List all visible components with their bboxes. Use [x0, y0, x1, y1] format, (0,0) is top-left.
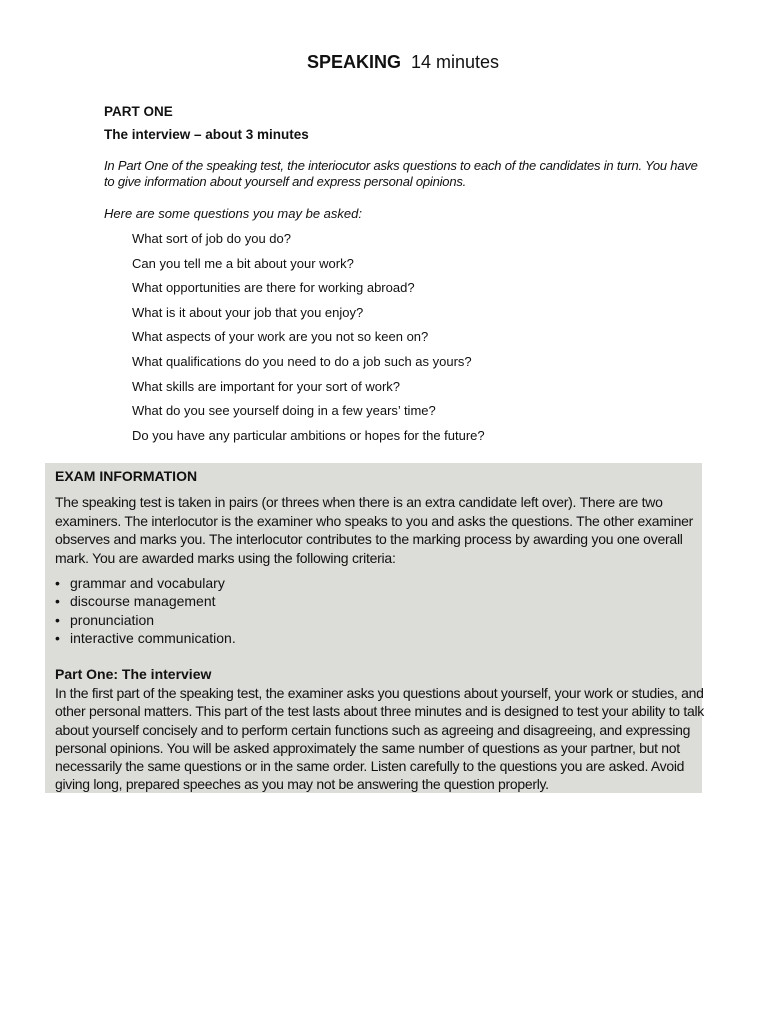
bullet-icon: • [55, 629, 60, 646]
question-item: What skills are important for your sort of work? [132, 378, 401, 394]
criteria-item [55, 629, 236, 647]
page-title-strong: SPEAKING [306, 52, 401, 72]
question-item: What aspects of your work are you not so keen on? [132, 329, 429, 345]
criteria-item [55, 611, 236, 629]
page-title [0, 52, 768, 73]
part-one-intro: In Part One of the speaking test, the interiocutor asks questions to each of the candidates in turn. You have to give information about yourself and express personal opinions. [104, 158, 698, 189]
question-list [132, 231, 485, 452]
page-title-duration: 14 minutes [410, 52, 500, 72]
question-item: What do you see yourself doing in a few years’ time? [132, 403, 436, 419]
criteria-label: interactive communication. [70, 629, 236, 646]
part-one-heading: PART ONE [104, 104, 173, 119]
part-one-subheading: The interview – about 3 minutes [104, 127, 309, 142]
questions-lead: Here are some questions you may be asked: [104, 206, 362, 221]
criteria-label: discourse management [70, 593, 216, 610]
criteria-label: pronunciation [70, 611, 155, 628]
exam-information-paragraph: The speaking test is taken in pairs (or threes when there is an extra candidate left over). There are two examiners. The interlocutor is the examiner who speaks to you and asks the questions. The other examiner observes and marks you. The interlocutor contributes to the marking process by awarding you one overall mark. You are awarded marks using the following criteria: [55, 494, 694, 566]
question-item: What is it about your job that you enjoy? [132, 304, 364, 320]
question-item: What opportunities are there for working abroad? [132, 280, 415, 296]
question-item: Do you have any particular ambitions or hopes for the future? [132, 427, 485, 443]
question-item: What sort of job do you do? [132, 231, 291, 246]
exam-information-box [45, 463, 702, 793]
criteria-label: grammar and vocabulary [70, 575, 225, 591]
bullet-icon: • [55, 575, 60, 591]
bullet-icon: • [55, 593, 60, 610]
exam-information-heading: EXAM INFORMATION [55, 468, 198, 484]
criteria-item [55, 574, 236, 592]
part-one-interview-heading: Part One: The interview [55, 666, 212, 682]
criteria-item [55, 592, 236, 610]
part-one-interview-paragraph: In the first part of the speaking test, the examiner asks you questions about yourself, your work or studies, and other personal matters. This part of the test lasts about three minutes and is designed to test your ability to talk about yourself concisely and to perform certain functions such as agreeing and disagreeing, and expressing personal opinions. You will be asked approximately the same number of questions as your partner, but not necessarily the same questions or in the same order. Listen carefully to the questions you are asked. Avoid giving long, prepared speeches as you may not be answering the question properly. [55, 685, 704, 793]
bullet-icon: • [55, 611, 60, 628]
question-item: What qualifications do you need to do a job such as yours? [132, 353, 472, 369]
question-item: Can you tell me a bit about your work? [132, 255, 354, 271]
criteria-list [55, 574, 236, 647]
